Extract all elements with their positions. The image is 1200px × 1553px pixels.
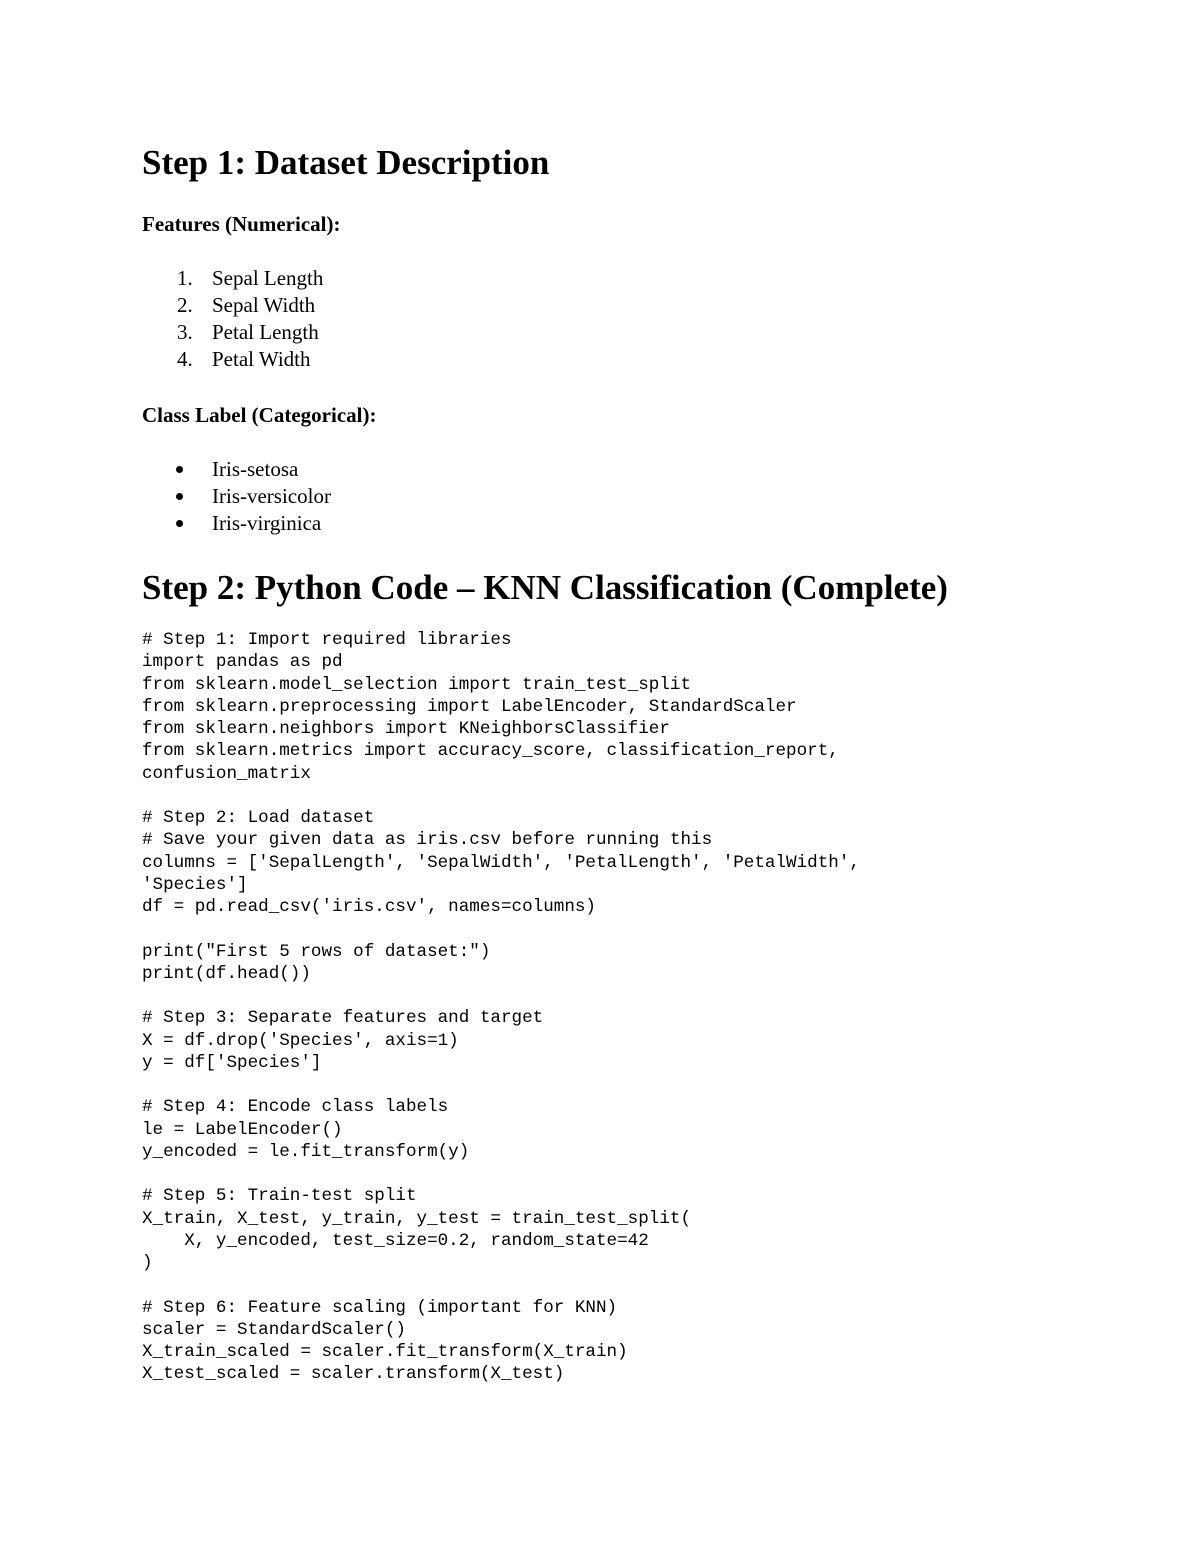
feature-label: Petal Width [212,347,311,371]
step2-heading: Step 2: Python Code – KNN Classification (Complete) [142,568,948,607]
code-block: # Step 1: Import required libraries import pandas as pd from sklearn.model_selection import train_test_split from sklearn.preprocessing import LabelEncoder, StandardScaler from sklearn.neighbors import KNeighborsClassifier from sklearn.metrics import accuracy_score, classification_report, confusion_matrix # Step 2: Load dataset # Save your given data as iris.csv before running this columns = ['SepalLength', 'SepalWidth', 'PetalLength', 'PetalWidth', 'Species'] df = pd.read_csv('iris.csv', names=columns) print("First 5 rows of dataset:") print(df.head()) # Step 3: Separate features and target X = df.drop('Species', axis=1) y = df['Species'] # Step 4: Encode class labels le = LabelEncoder() y_encoded = le.fit_transform(y) # Step 5: Train-test split X_train, X_test, y_train, y_test = train_test_split( X, y_encoded, test_size=0.2, random_state=42 ) # Step 6: Feature scaling (important for KNN) scaler = StandardScaler() X_train_scaled = scaler.fit_transform(X_train) X_test_scaled = scaler.transform(X_test) [142,630,860,1385]
class-label: Iris-virginica [212,511,322,535]
list-item [142,292,323,319]
list-item [142,456,331,483]
list-item [142,483,331,510]
feature-label: Sepal Width [212,293,316,317]
list-item [142,319,323,346]
list-item [142,265,323,292]
bullet-icon [176,493,183,500]
feature-label: Petal Length [212,320,319,344]
list-number: 2. [177,293,193,317]
document-page [142,138,1142,1385]
list-number: 1. [177,266,193,290]
features-list [142,265,323,373]
class-label-subheading: Class Label (Categorical): [142,403,377,427]
class-list [142,456,331,537]
list-item [142,510,331,537]
features-subheading: Features (Numerical): [142,212,341,236]
class-label: Iris-setosa [212,457,299,481]
bullet-icon [176,466,183,473]
class-label: Iris-versicolor [212,484,331,508]
list-number: 4. [177,347,193,371]
list-number: 3. [177,320,193,344]
feature-label: Sepal Length [212,266,324,290]
list-item [142,346,323,373]
bullet-icon [176,520,183,527]
step1-heading: Step 1: Dataset Description [142,143,550,182]
